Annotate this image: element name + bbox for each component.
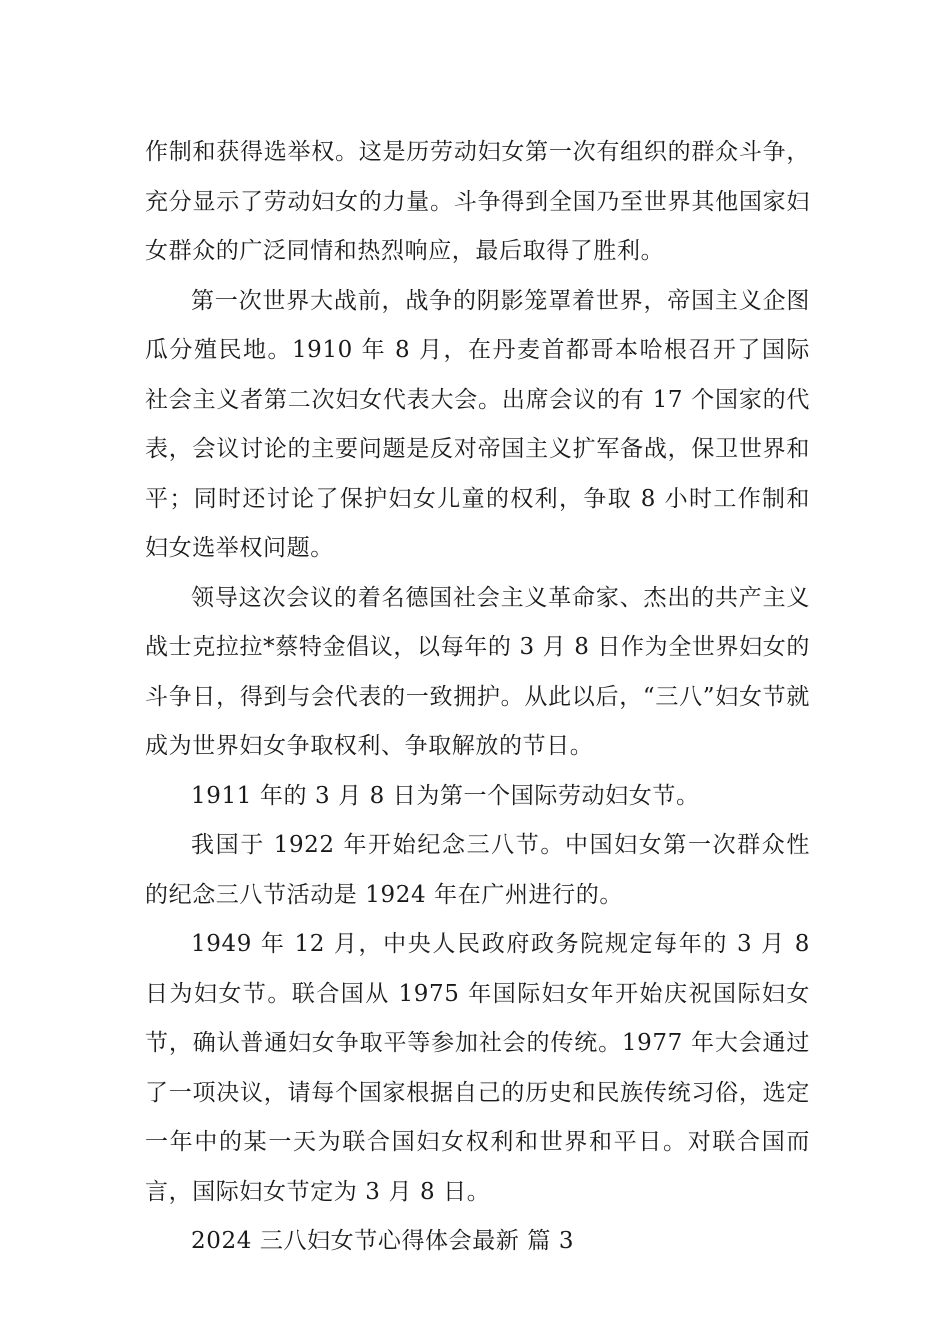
document-body: [145, 128, 810, 1267]
paragraph: 作制和获得选举权。这是历劳动妇女第一次有组织的群众斗争，充分显示了劳动妇女的力量。斗争得到全国乃至世界其他国家妇女群众的广泛同情和热烈响应，最后取得了胜利。: [145, 139, 810, 264]
paragraph: 我国于 1922 年开始纪念三八节。中国妇女第一次群众性的纪念三八节活动是 1924 年在广州进行的。: [145, 832, 810, 908]
paragraph: 1911 年的 3 月 8 日为第一个国际劳动妇女节。: [191, 782, 700, 809]
paragraph: 1949 年 12 月，中央人民政府政务院规定每年的 3 月 8 日为妇女节。联合国从 1975 年国际妇女年开始庆祝国际妇女节，确认普通妇女争取平等参加社会的传统。1977 年大会通过了一项决议，请每个国家根据自己的历史和民族传统习俗，选定一年中的某一天为联合国妇女权利和世界和平日。对联合国而言，国际妇女节定为 3 月 8 日。: [145, 931, 810, 1205]
section-heading: 2024 三八妇女节心得体会最新 篇 3: [191, 1228, 575, 1254]
paragraph: 第一次世界大战前，战争的阴影笼罩着世界，帝国主义企图瓜分殖民地。1910 年 8 月，在丹麦首都哥本哈根召开了国际社会主义者第二次妇女代表大会。出席会议的有 17 个国家的代表，会议讨论的主要问题是反对帝国主义扩军备战，保卫世界和平；同时还讨论了保护妇女儿童的权利，争取 8 小时工作制和妇女选举权问题。: [145, 287, 810, 561]
paragraph: 领导这次会议的着名德国社会主义革命家、杰出的共产主义战士克拉拉*蔡特金倡议，以每年的 3 月 8 日作为全世界妇女的斗争日，得到与会代表的一致拥护。从此以后，“三八”妇女节就成为世界妇女争取权利、争取解放的节日。: [145, 584, 810, 759]
